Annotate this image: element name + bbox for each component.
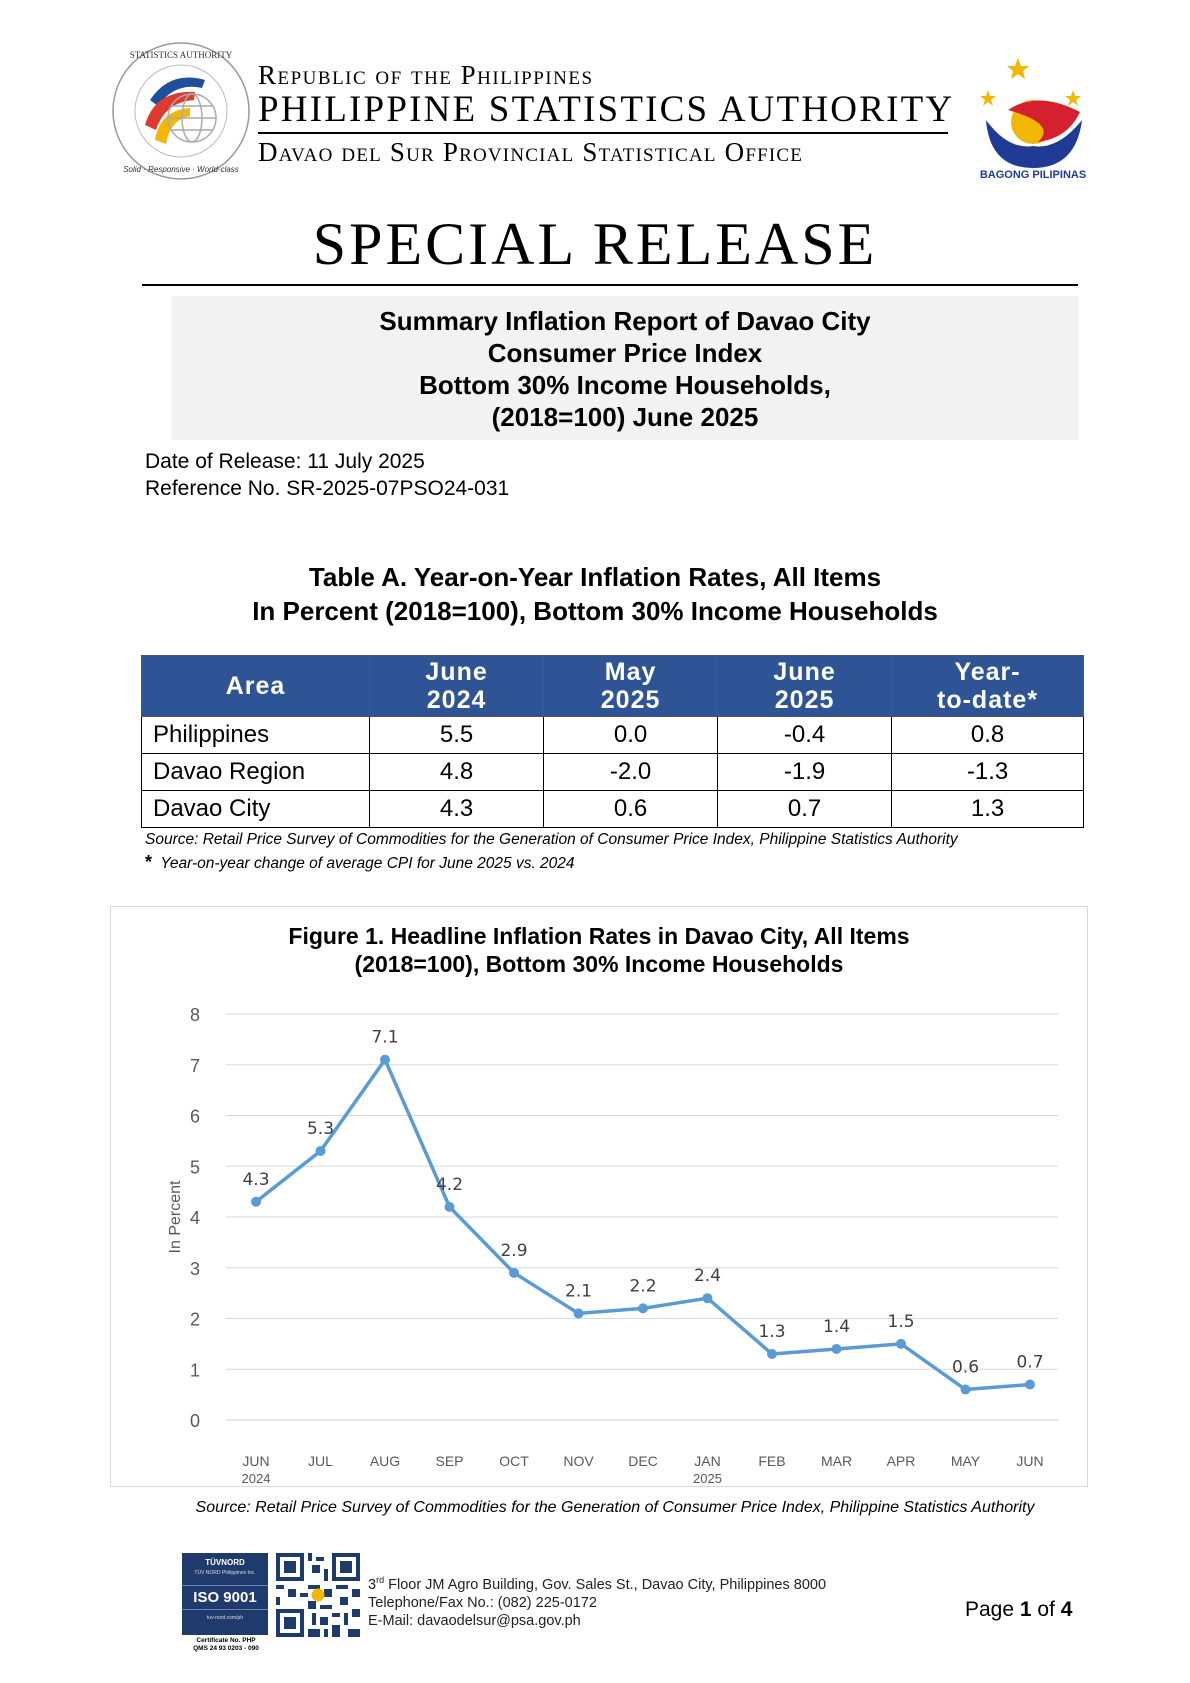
x-tick-label: JAN [694,1453,721,1469]
table-a-title [0,560,1190,628]
summary-line-3: Bottom 30% Income Households, [419,370,831,400]
qr-code[interactable] [276,1553,360,1637]
data-label: 2.1 [564,1281,593,1302]
svg-text:BAGONG PILIPINAS: BAGONG PILIPINAS [979,169,1087,180]
data-point [445,1202,455,1212]
chart-title-line-2: (2018=100), Bottom 30% Income Households [354,951,844,977]
table-row [142,754,1084,791]
cell-june-2025: 0.7 [718,791,892,828]
y-tick-label: 5 [189,1157,200,1178]
x-tick-label: AUG [369,1453,401,1469]
table-a-title-line-1: Table A. Year-on-Year Inflation Rates, All Items [308,562,882,592]
iso-9001-badge [182,1553,268,1635]
x-tick-label: NOV [563,1453,594,1469]
y-tick-label: 7 [189,1055,200,1076]
data-label: 1.5 [887,1311,915,1332]
iso-certificate-number: Certificate No. PHP QMS 24 93 0203 - 090 [193,1637,259,1652]
figure-source: Source: Retail Price Survey of Commodities for the Generation of Consumer Price Index, Philippine Statistics Authority [195,1499,1035,1516]
x-tick-label: DEC [628,1453,658,1469]
x-tick-label: FEB [758,1453,786,1469]
release-type-title: SPECIAL RELEASE [312,211,878,277]
reference-number: Reference No. SR-2025-07PSO24-031 [145,477,510,500]
table-a-title-line-2: In Percent (2018=100), Bottom 30% Income Households [252,596,938,626]
y-axis-label: In Percent [167,1180,184,1254]
header-june-2025: June 2025 [718,656,892,717]
x-tick-year-label: 2025 [693,1471,722,1486]
cell-may-2025: -2.0 [544,754,718,791]
data-point [767,1349,777,1359]
republic-line: Republic of the Philippines [258,60,594,90]
y-tick-label: 1 [189,1360,200,1381]
data-label: 2.2 [629,1276,657,1297]
x-tick-label: MAY [950,1453,981,1469]
cell-area: Philippines [142,717,370,754]
data-point [509,1268,519,1278]
cell-june-2024: 5.5 [370,717,544,754]
iso-url: tuv-nord.com/ph [206,1615,244,1621]
cell-may-2025: 0.6 [544,791,718,828]
header-june-2024: June 2024 [370,656,544,717]
telephone-line: Telephone/Fax No.: (082) 225-0172 [368,1594,597,1611]
y-tick-label: 8 [189,1005,200,1025]
data-point [638,1303,648,1313]
cell-ytd: 1.3 [892,791,1084,828]
release-date: Date of Release: 11 July 2025 [145,450,425,473]
header-area: Area [142,656,370,717]
agency-name: PHILIPPINE STATISTICS AUTHORITY [258,90,948,134]
cell-area: Davao City [142,791,370,828]
summary-line-4: (2018=100) June 2025 [491,402,759,432]
y-tick-label: 2 [189,1309,200,1330]
data-point [380,1055,390,1065]
x-tick-label: JUN [1016,1453,1044,1469]
data-label: 4.3 [242,1169,270,1190]
table-source: Source: Retail Price Survey of Commodities for the Generation of Consumer Price Index, Philippine Statistics Authority [145,831,958,848]
cell-june-2025: -1.9 [718,754,892,791]
title-divider [142,284,1078,286]
summary-title-box [171,296,1079,440]
data-label: 2.9 [500,1240,528,1261]
data-label: 1.3 [758,1322,786,1343]
office-name: Davao del Sur Provincial Statistical Office [258,137,804,167]
table-source-notes [145,829,958,875]
header-may-2025: May 2025 [544,656,718,717]
cell-may-2025: 0.0 [544,717,718,754]
inflation-line-chart [110,906,1088,1487]
data-point [1025,1379,1035,1389]
data-label: 4.2 [435,1174,464,1195]
summary-line-1: Summary Inflation Report of Davao City [379,306,871,336]
cell-ytd: 0.8 [892,717,1084,754]
y-tick-label: 6 [189,1106,200,1127]
svg-text:STATISTICS AUTHORITY: STATISTICS AUTHORITY [129,50,233,60]
data-label: 0.6 [951,1357,980,1378]
data-label: 0.7 [1016,1352,1044,1373]
iso-label: ISO 9001 [182,1585,268,1610]
data-label: 7.1 [371,1027,399,1048]
data-label: 5.3 [306,1119,335,1140]
cell-june-2025: -0.4 [718,717,892,754]
bagong-pilipinas-logo [968,50,1098,180]
cell-area: Davao Region [142,754,370,791]
y-tick-label: 3 [189,1258,200,1279]
x-tick-label: APR [886,1453,916,1469]
table-header-row [142,656,1084,717]
table-footnote: * Year-on-year change of average CPI for June 2025 vs. 2024 [145,852,575,872]
chart-title-line-1: Figure 1. Headline Inflation Rates in Davao City, All Items [288,923,910,949]
data-label: 1.4 [822,1316,851,1337]
table-row [142,791,1084,828]
x-tick-year-label: 2024 [241,1471,271,1486]
data-point [316,1146,326,1156]
x-tick-label: SEP [435,1453,464,1469]
header-year-to-date: Year- to-date* [892,656,1084,717]
psa-seal-logo [110,40,252,182]
svg-text:Solid · Responsive · World-cla: Solid · Responsive · World-class [123,165,239,174]
page-number: Page 1 of 4 [965,1598,1073,1621]
cell-ytd: -1.3 [892,754,1084,791]
x-tick-label: MAR [820,1453,853,1469]
data-point [574,1308,584,1318]
x-tick-label: JUL [308,1453,333,1469]
agency-header [258,60,955,170]
cell-june-2024: 4.8 [370,754,544,791]
email-line[interactable]: E-Mail: davaodelsur@psa.gov.ph [368,1612,581,1629]
data-point [251,1197,261,1207]
y-tick-label: 0 [189,1411,200,1431]
data-point [703,1293,713,1303]
summary-line-2: Consumer Price Index [487,338,763,368]
data-label: 2.4 [693,1266,722,1287]
iso-sub: TÜV NORD Philippines Inc. [194,1570,256,1576]
data-point [896,1339,906,1349]
iso-brand: TÜVNORD [205,1558,245,1567]
release-meta [145,448,509,502]
y-tick-label: 4 [189,1208,200,1228]
table-row [142,717,1084,754]
series-line [256,1060,1030,1390]
inflation-rates-table [141,655,1084,828]
office-address [368,1571,826,1630]
address-line: 3rd Floor JM Agro Building, Gov. Sales St., Davao City, Philippines 8000 [368,1575,827,1593]
data-point [961,1385,971,1395]
x-tick-label: JUN [242,1453,270,1469]
data-point [832,1344,842,1354]
cell-june-2024: 4.3 [370,791,544,828]
x-tick-label: OCT [499,1453,529,1469]
